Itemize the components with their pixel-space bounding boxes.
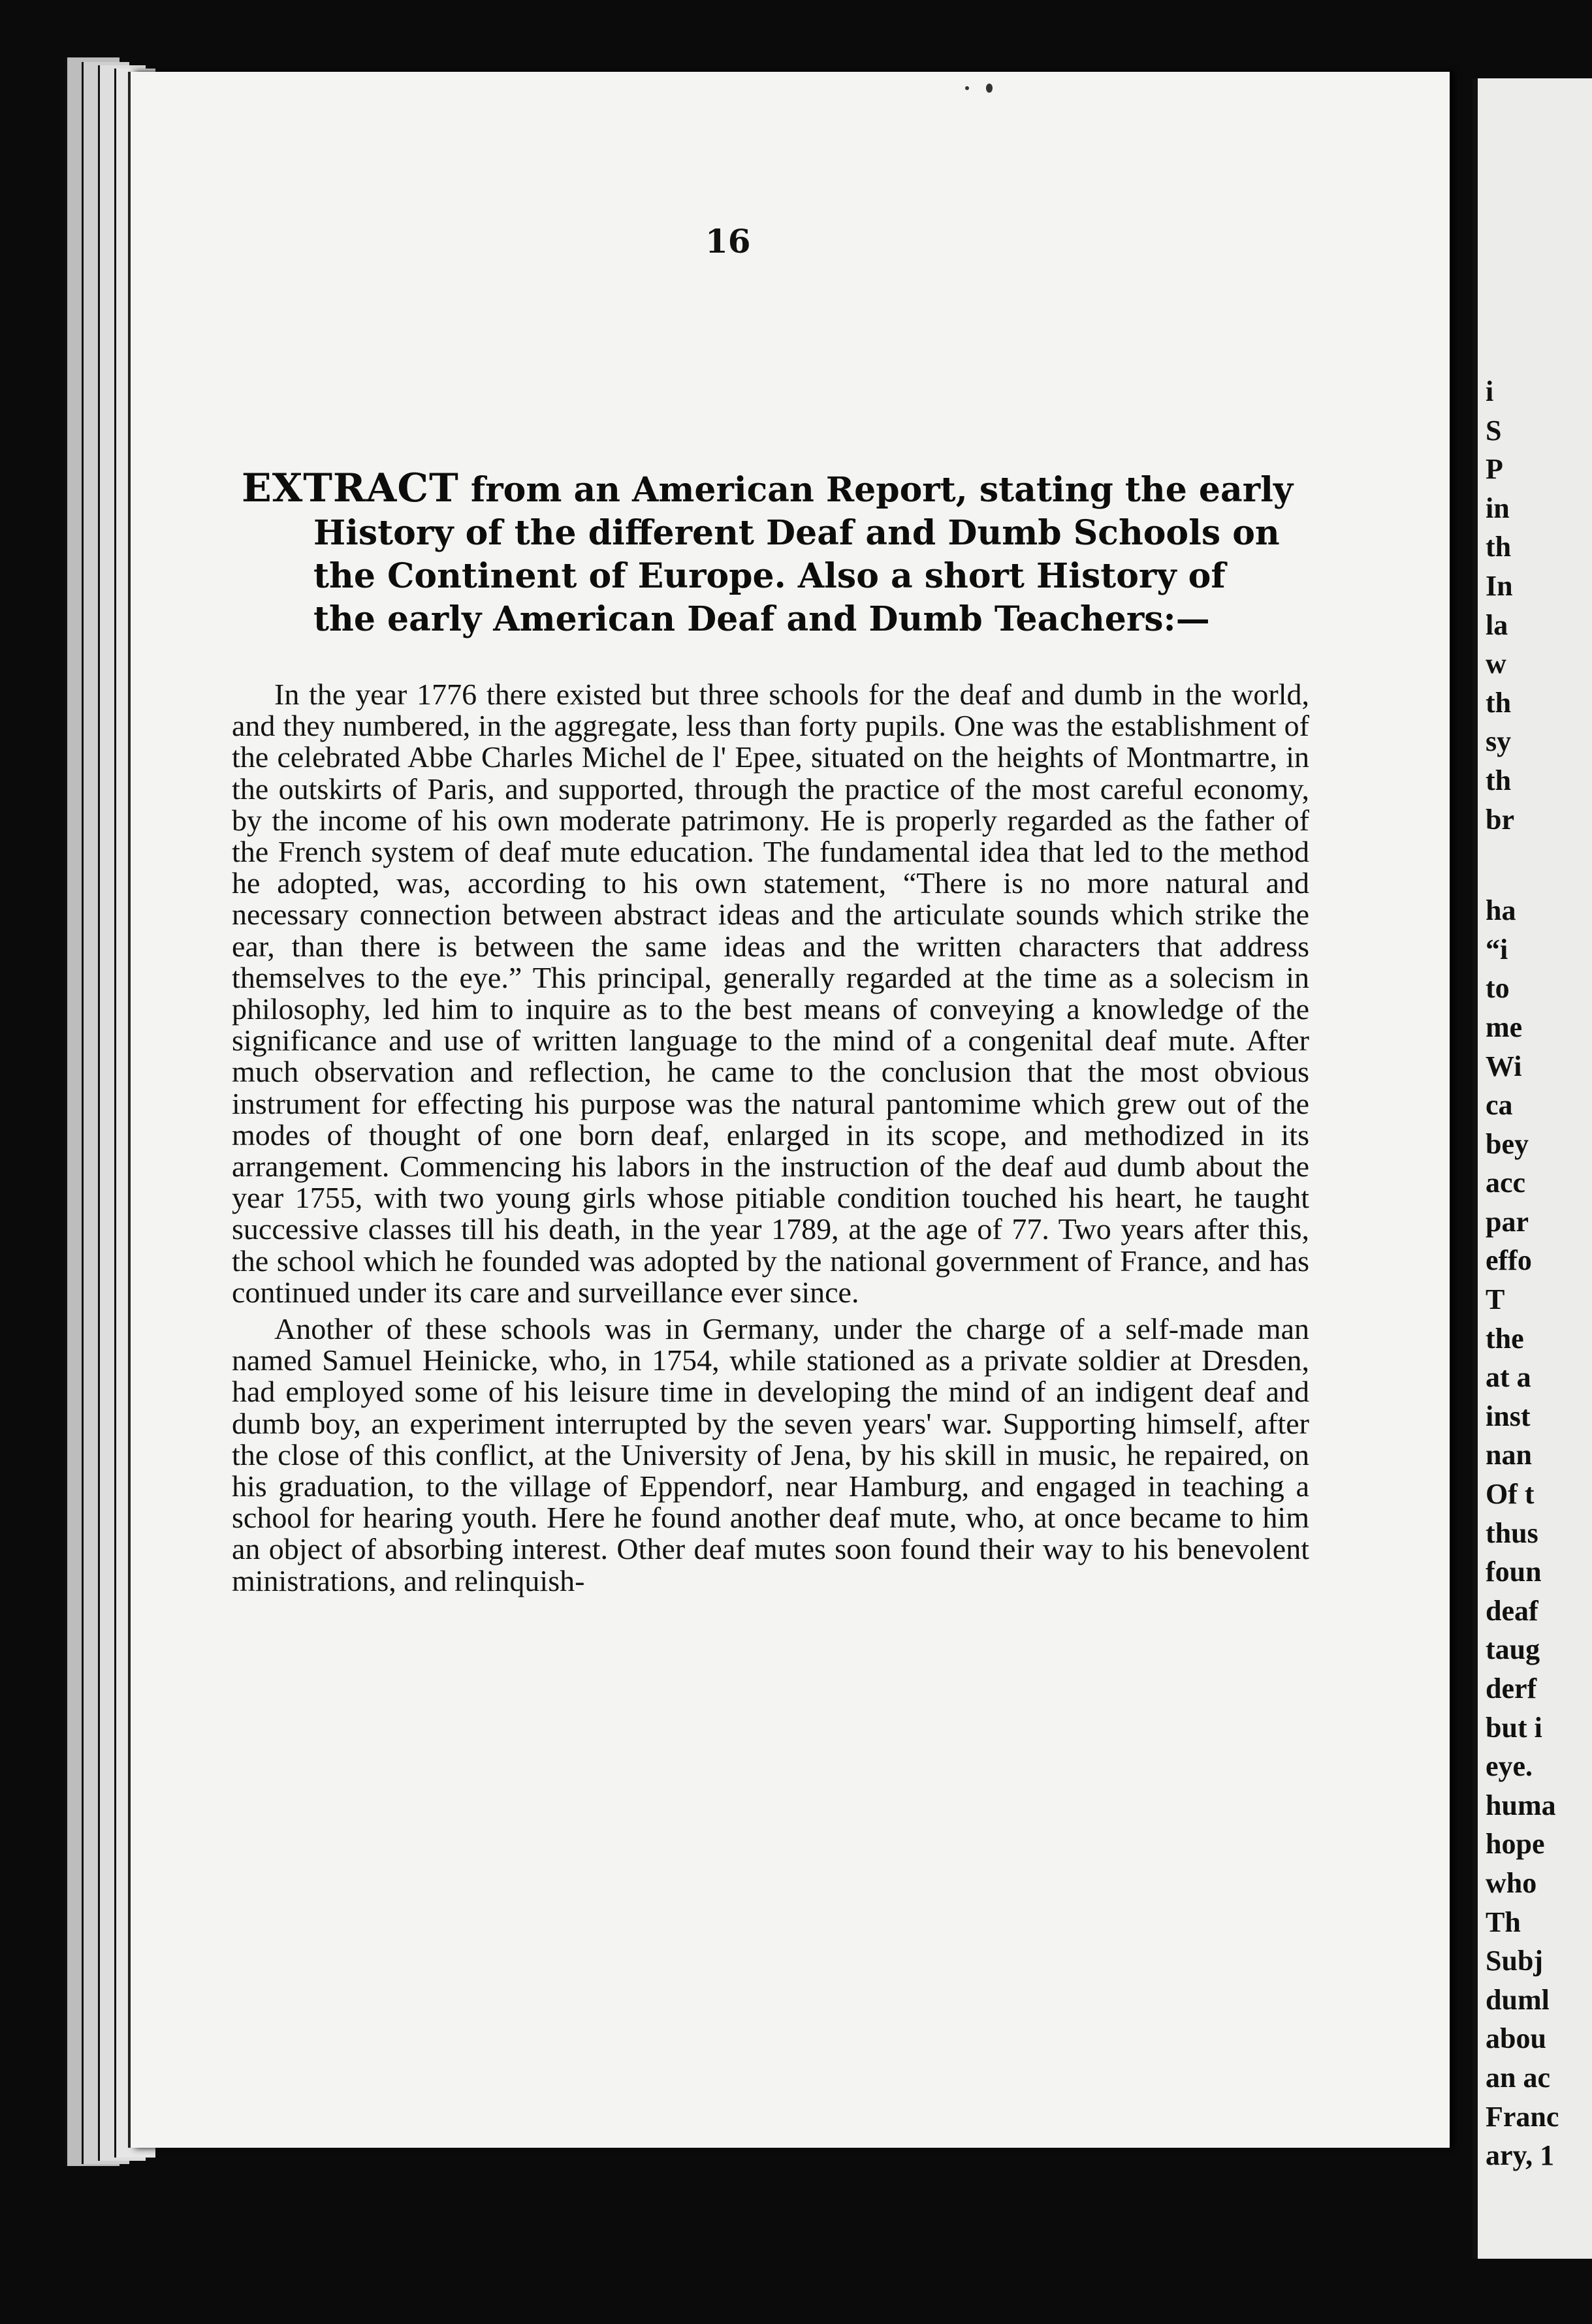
facing-line: hope — [1486, 1828, 1545, 1861]
article-body — [232, 679, 1309, 1597]
facing-line: duml — [1486, 1983, 1550, 2016]
facing-line: huma — [1486, 1789, 1556, 1821]
heading-line-4: the early American Deaf and Dumb Teachers:— — [313, 599, 1210, 639]
page-number: 16 — [705, 222, 751, 260]
facing-line: me — [1486, 1011, 1523, 1043]
facing-line: w — [1486, 648, 1506, 680]
facing-line: la — [1486, 608, 1508, 641]
facing-line: “i — [1486, 933, 1508, 966]
facing-page-text — [1486, 372, 1592, 2175]
facing-line: derf — [1486, 1672, 1537, 1704]
print-speck — [986, 84, 993, 93]
facing-line: Wi — [1486, 1050, 1522, 1082]
facing-line: P — [1486, 453, 1503, 486]
heading-lead-word: EXTRACT — [242, 465, 459, 511]
facing-line: T — [1486, 1283, 1505, 1316]
facing-gap — [1486, 839, 1592, 891]
facing-line: but i — [1486, 1711, 1542, 1744]
heading-line-1: from an American Report, stating the early — [458, 470, 1294, 510]
print-speck — [965, 86, 969, 90]
facing-line: to — [1486, 972, 1510, 1005]
facing-line: bey — [1486, 1127, 1529, 1160]
paragraph-heinicke: Another of these schools was in Germany, under the charge of a self-made man named Samuel Heinicke, who, in 1754, while stationed as a private soldier at Dresden, had employed some of his leisure time in developing the mind of an indigent deaf and dumb boy, an experiment interrupted by the seven years' war. Supporting himself, after the close of this conflict, at the University of Jena, by his skill in music, he repaired, on his graduation, to the village of Eppendorf, near Hamburg, and engaged in teaching a school for hearing youth. Here he found another deaf mute, who, at once became to him an object of absorbing interest. Other deaf mutes soon found their way to his benevolent ministrations, and relinquish- — [232, 1312, 1309, 1597]
facing-line: S — [1486, 414, 1502, 447]
facing-line: Th — [1486, 1906, 1521, 1938]
facing-line: at a — [1486, 1361, 1531, 1394]
facing-line: Of t — [1486, 1478, 1535, 1511]
facing-line: par — [1486, 1205, 1529, 1238]
facing-line: th — [1486, 531, 1512, 563]
facing-line: nan — [1486, 1439, 1532, 1471]
article-heading — [242, 467, 1339, 641]
facing-line: abou — [1486, 2022, 1546, 2055]
facing-line: taug — [1486, 1633, 1540, 1666]
facing-line: br — [1486, 803, 1514, 836]
facing-line: i — [1486, 375, 1494, 407]
heading-line-2: History of the different Deaf and Dumb Schools on — [313, 513, 1280, 553]
facing-line: effo — [1486, 1244, 1532, 1277]
facing-line: In — [1486, 569, 1513, 602]
facing-line: ca — [1486, 1089, 1513, 1122]
facing-line: Subj — [1486, 1945, 1544, 1977]
facing-line: th — [1486, 764, 1512, 796]
facing-line: Franc — [1486, 2100, 1559, 2133]
facing-line: deaf — [1486, 1594, 1538, 1627]
facing-line: sy — [1486, 725, 1512, 758]
facing-line: inst — [1486, 1400, 1531, 1432]
facing-line: an ac — [1486, 2061, 1550, 2094]
paragraph-epee: In the year 1776 there existed but three schools for the deaf and dumb in the world, and they numbered, in the aggregate, less than forty pupils. One was the establishment of the celebrated Abbe Charles Michel de l' Epee, situated on the heights of Montmartre, in the outskirts of Paris, and supported, through the practice of the most careful economy, by the income of his own moderate patrimony. He is properly regarded as the father of the French system of deaf mute education. The fundamental idea that led to the method he adopted, was, according to his own statement, “There is no more natural and necessary connection between abstract ideas and the articulate sounds which strike the ear, than there is between the same ideas and the written characters that address themselves to the eye.” This principal, generally regarded at the time as a solecism in philosophy, led him to inquire as to the best means of conveying a knowledge of the significance and use of written language to the mind of a congenital deaf mute. After much observation and reflection, he came to the conclusion that the most obvious instrument for effecting his purpose was the natural pantomime which grew out of the modes of thought of one born deaf, enlarged in its scope, and methodized in its arrangement. Commencing his labors in the instruction of the deaf aud dumb about the year 1755, with two young girls whose pitiable condition touched his heart, he taught successive classes till his death, in the year 1789, at the age of 77. Two years after this, the school which he founded was adopted by the national government of France, and has continued under its care and surveillance ever since. — [232, 678, 1309, 1309]
facing-line: thus — [1486, 1516, 1538, 1549]
facing-line: the — [1486, 1322, 1524, 1355]
facing-line: in — [1486, 492, 1510, 524]
facing-line: foun — [1486, 1556, 1542, 1588]
facing-line: ha — [1486, 894, 1516, 927]
facing-line: ary, 1 — [1486, 2139, 1555, 2172]
facing-line: who — [1486, 1866, 1537, 1899]
facing-line: eye. — [1486, 1750, 1533, 1783]
facing-line: acc — [1486, 1167, 1526, 1199]
facing-line: th — [1486, 686, 1512, 719]
heading-line-3: the Continent of Europe. Also a short History of — [313, 556, 1226, 596]
